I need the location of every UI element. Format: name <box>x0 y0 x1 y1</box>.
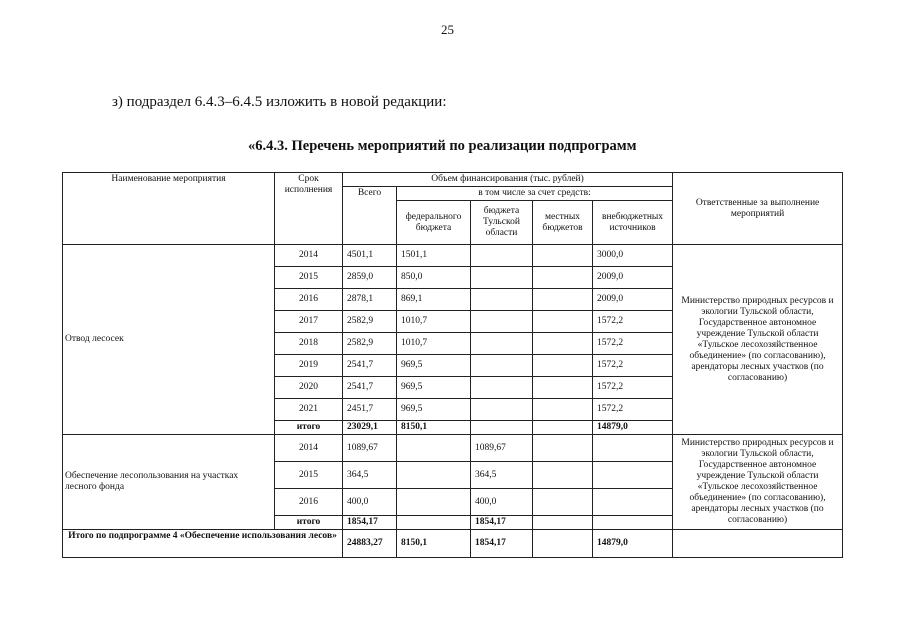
local-cell <box>533 462 593 489</box>
total-cell: 1089,67 <box>343 435 397 462</box>
local-cell <box>533 333 593 355</box>
offbudget-cell: 1572,2 <box>593 355 673 377</box>
total-cell: 400,0 <box>343 489 397 516</box>
local-cell <box>533 530 593 558</box>
activities-table <box>62 172 843 558</box>
local-cell <box>533 289 593 311</box>
regional-cell <box>471 377 533 399</box>
federal-cell <box>397 462 471 489</box>
table-row <box>63 435 843 462</box>
offbudget-cell <box>593 462 673 489</box>
offbudget-cell: 1572,2 <box>593 311 673 333</box>
header-responsible: Ответственные за выполнение мероприятий <box>673 173 843 245</box>
year-cell: 2014 <box>275 435 343 462</box>
header-name: Наименование мероприятия <box>63 173 275 245</box>
local-cell <box>533 311 593 333</box>
offbudget-cell: 2009,0 <box>593 267 673 289</box>
year-cell: итого <box>275 421 343 435</box>
offbudget-cell <box>593 435 673 462</box>
section-heading: «6.4.3. Перечень мероприятий по реализации подпрограмм <box>248 138 637 154</box>
year-cell: итого <box>275 516 343 530</box>
offbudget-cell: 1572,2 <box>593 333 673 355</box>
regional-cell: 400,0 <box>471 489 533 516</box>
regional-cell: 1089,67 <box>471 435 533 462</box>
responsible-cell: Министерство природных ресурсов и экологии Тульской области, Государственное автономное учреждение Тульской области «Тульское лесохозяйственное объединение» (по согласованию), арендаторы лесных участков (по согласованию) <box>673 435 843 530</box>
federal-cell: 850,0 <box>397 267 471 289</box>
total-cell: 2582,9 <box>343 333 397 355</box>
regional-cell <box>471 333 533 355</box>
offbudget-cell: 14879,0 <box>593 530 673 558</box>
federal-cell: 1010,7 <box>397 311 471 333</box>
regional-cell: 1854,17 <box>471 516 533 530</box>
total-cell: 2541,7 <box>343 355 397 377</box>
responsible-cell: Министерство природных ресурсов и экологии Тульской области, Государственное автономное учреждение Тульской области «Тульское лесохозяйственное объединение» (по согласованию), арендаторы лесных участков (по согласованию) <box>673 245 843 435</box>
responsible-cell <box>673 530 843 558</box>
regional-cell <box>471 421 533 435</box>
federal-cell <box>397 489 471 516</box>
local-cell <box>533 421 593 435</box>
total-cell: 364,5 <box>343 462 397 489</box>
regional-cell <box>471 355 533 377</box>
federal-cell <box>397 516 471 530</box>
local-cell <box>533 489 593 516</box>
year-cell: 2018 <box>275 333 343 355</box>
regional-cell <box>471 289 533 311</box>
year-cell: 2015 <box>275 462 343 489</box>
federal-cell: 1010,7 <box>397 333 471 355</box>
federal-cell: 969,5 <box>397 355 471 377</box>
total-cell: 2451,7 <box>343 399 397 421</box>
local-cell <box>533 355 593 377</box>
page-number: 25 <box>441 22 454 37</box>
header-local: местных бюджетов <box>533 201 593 245</box>
header-total: Всего <box>343 187 397 245</box>
offbudget-cell: 2009,0 <box>593 289 673 311</box>
offbudget-cell <box>593 516 673 530</box>
offbudget-cell: 1572,2 <box>593 377 673 399</box>
grand-total-row <box>63 530 843 558</box>
regional-cell <box>471 399 533 421</box>
header-federal: федерального бюджета <box>397 201 471 245</box>
header-volume: Объем финансирования (тыс. рублей) <box>343 173 673 187</box>
local-cell <box>533 435 593 462</box>
intro-text: з) подраздел 6.4.3–6.4.5 изложить в новой редакции: <box>112 94 447 110</box>
federal-cell: 1501,1 <box>397 245 471 267</box>
total-cell: 2541,7 <box>343 377 397 399</box>
total-cell: 1854,17 <box>343 516 397 530</box>
offbudget-cell: 3000,0 <box>593 245 673 267</box>
total-cell: 24883,27 <box>343 530 397 558</box>
year-cell: 2015 <box>275 267 343 289</box>
year-cell: 2014 <box>275 245 343 267</box>
federal-cell: 869,1 <box>397 289 471 311</box>
header-including: в том числе за счет средств: <box>397 187 673 201</box>
federal-cell: 8150,1 <box>397 530 471 558</box>
year-cell: 2016 <box>275 489 343 516</box>
regional-cell <box>471 311 533 333</box>
local-cell <box>533 377 593 399</box>
regional-cell: 364,5 <box>471 462 533 489</box>
total-cell: 4501,1 <box>343 245 397 267</box>
grand-total-label: Итого по подпрограмме 4 «Обеспечение использования лесов» <box>63 530 343 558</box>
year-cell: 2020 <box>275 377 343 399</box>
federal-cell <box>397 435 471 462</box>
header-term: Срок исполнения <box>275 173 343 245</box>
year-cell: 2017 <box>275 311 343 333</box>
year-cell: 2019 <box>275 355 343 377</box>
header-offbudget: внебюджетных источников <box>593 201 673 245</box>
activity-name: Обеспечение лесопользования на участках лесного фонда <box>63 435 275 530</box>
total-cell: 2859,0 <box>343 267 397 289</box>
regional-cell: 1854,17 <box>471 530 533 558</box>
year-cell: 2021 <box>275 399 343 421</box>
local-cell <box>533 245 593 267</box>
table-row <box>63 245 843 267</box>
year-cell: 2016 <box>275 289 343 311</box>
federal-cell: 969,5 <box>397 399 471 421</box>
total-cell: 2878,1 <box>343 289 397 311</box>
offbudget-cell: 1572,2 <box>593 399 673 421</box>
offbudget-cell: 14879,0 <box>593 421 673 435</box>
federal-cell: 969,5 <box>397 377 471 399</box>
local-cell <box>533 516 593 530</box>
local-cell <box>533 399 593 421</box>
offbudget-cell <box>593 489 673 516</box>
total-cell: 23029,1 <box>343 421 397 435</box>
regional-cell <box>471 267 533 289</box>
total-cell: 2582,9 <box>343 311 397 333</box>
federal-cell: 8150,1 <box>397 421 471 435</box>
regional-cell <box>471 245 533 267</box>
activity-name: Отвод лесосек <box>63 245 275 435</box>
local-cell <box>533 267 593 289</box>
header-regional: бюджета Тульской области <box>471 201 533 245</box>
